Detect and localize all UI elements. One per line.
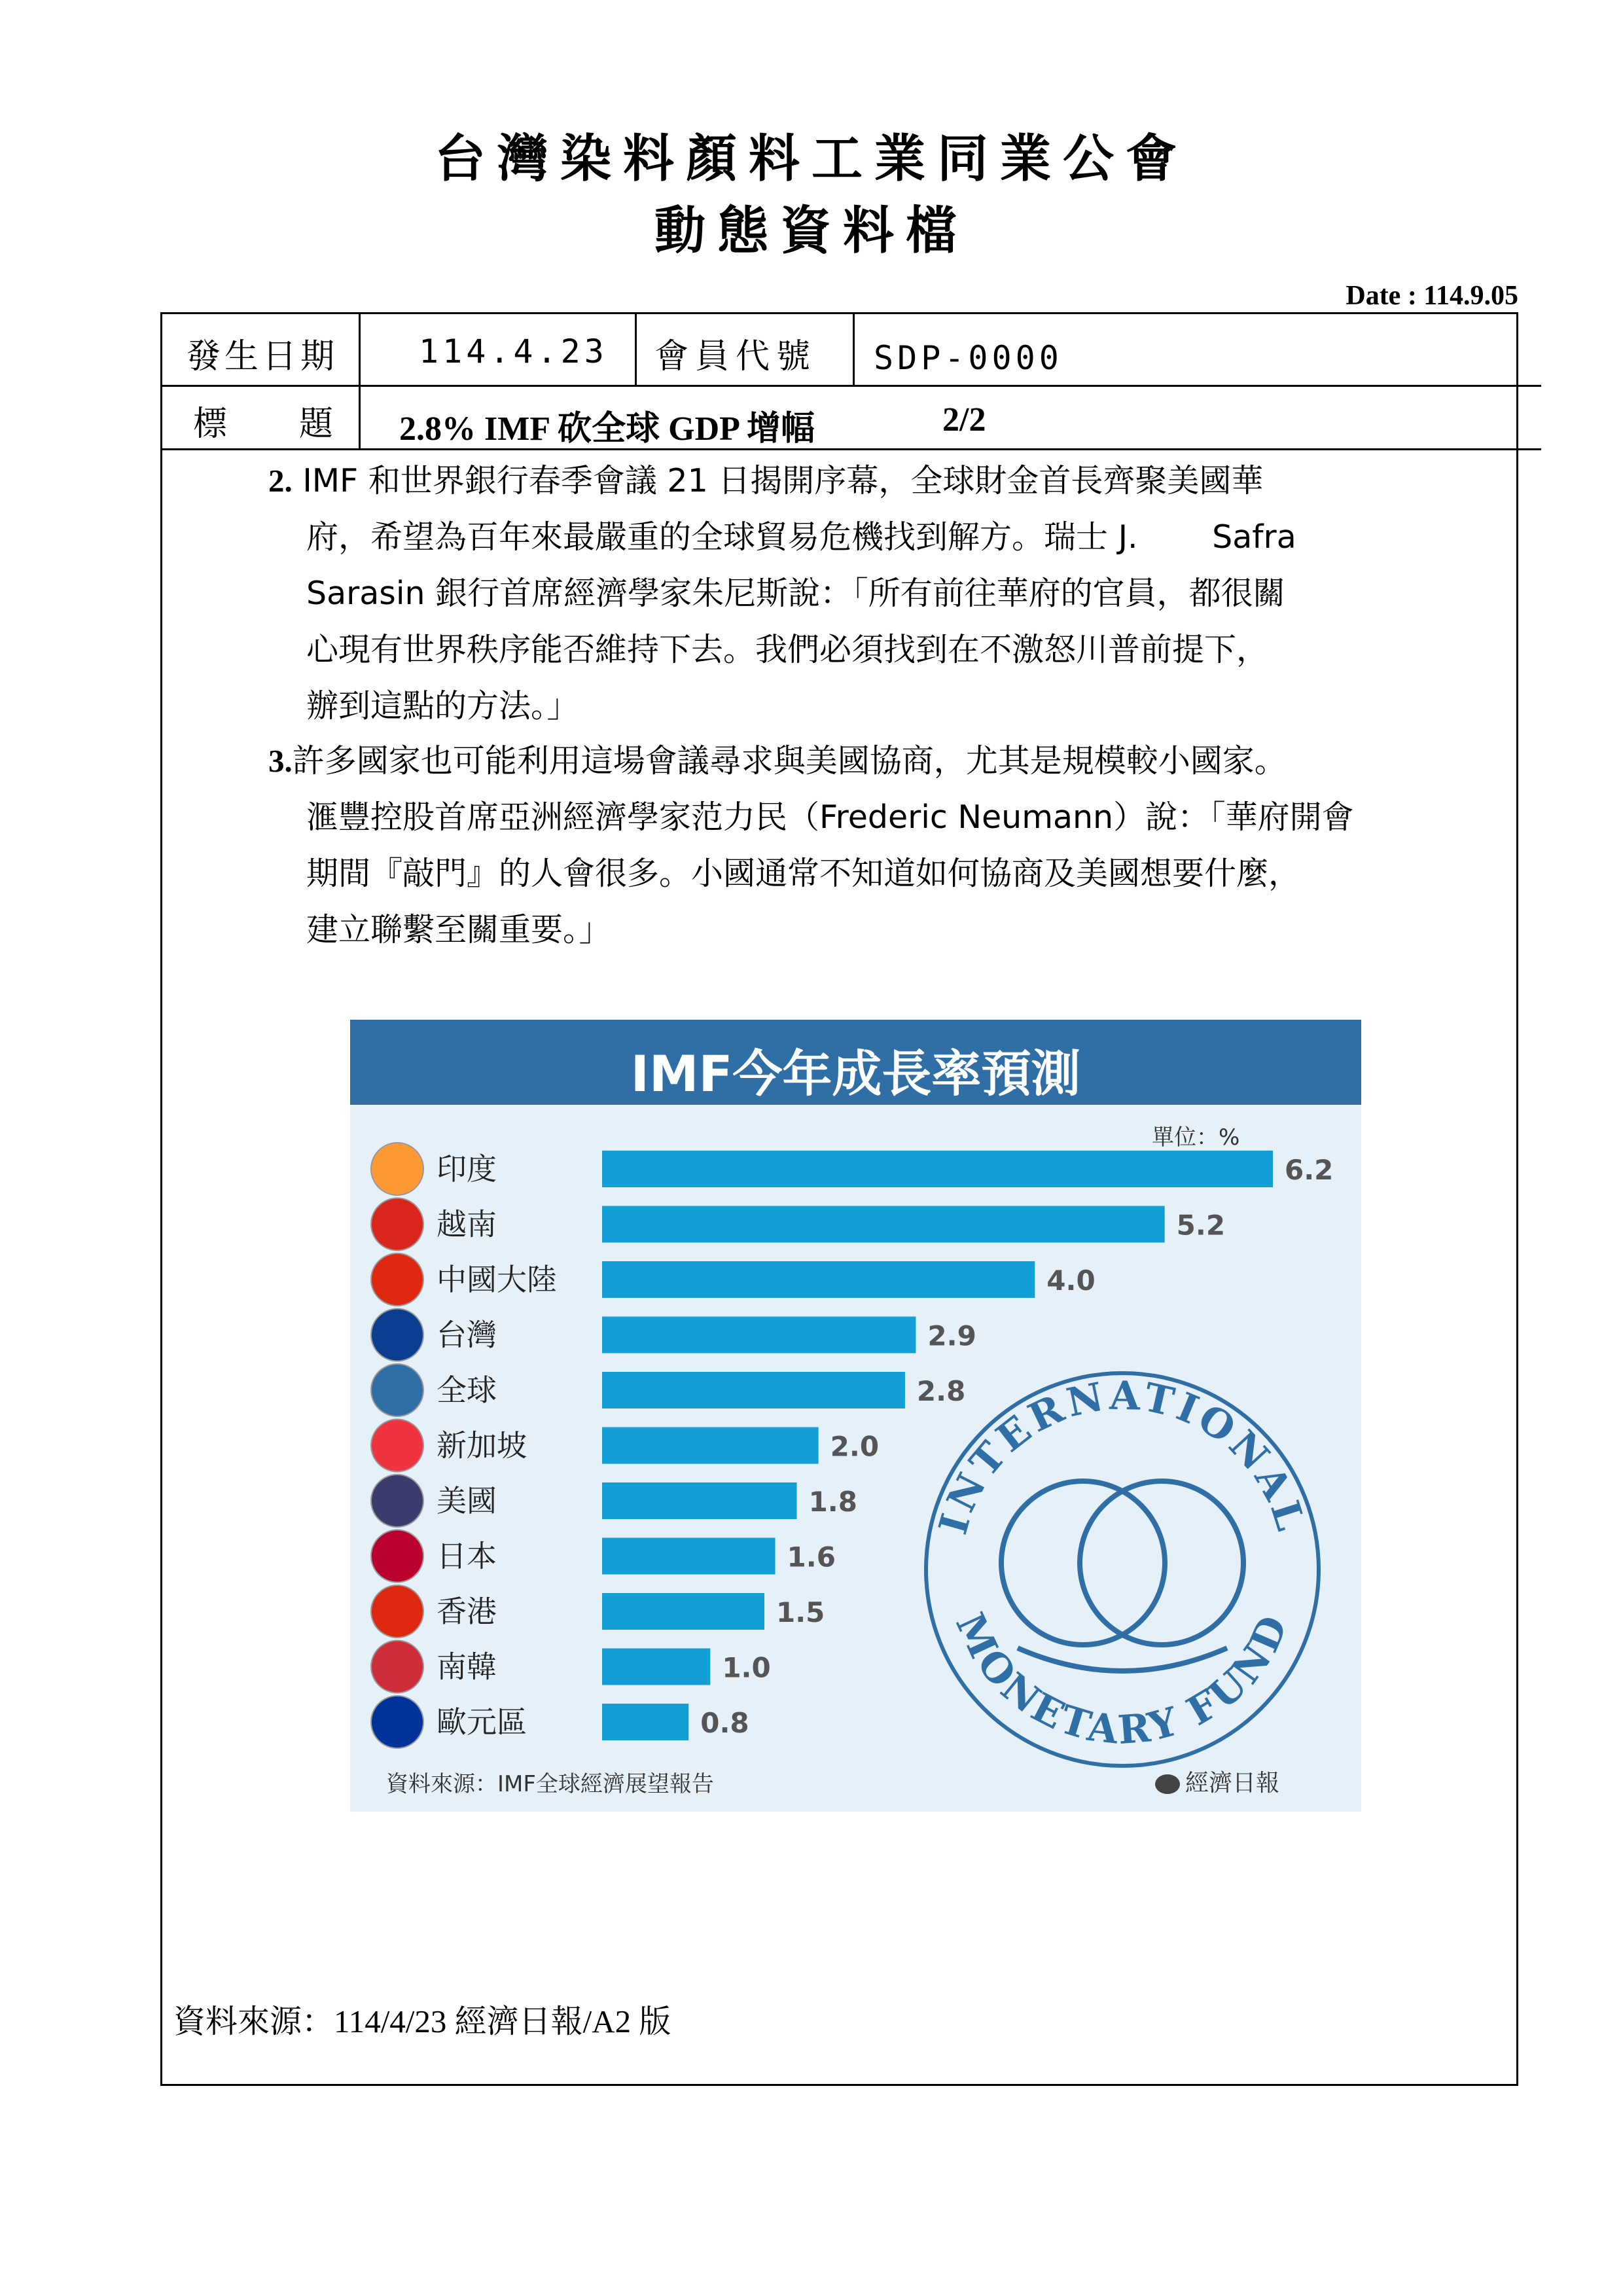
category-label: 美國 — [437, 1483, 497, 1518]
category-label: 歐元區 — [437, 1704, 527, 1740]
usa-flag-icon — [371, 1475, 423, 1527]
bar — [602, 1261, 1035, 1298]
paragraph-line: Sarasin 銀行首席經濟學家朱尼斯說：「所有前往華府的官員，都很關 — [306, 575, 1285, 612]
category-label: 香港 — [437, 1594, 497, 1629]
bar — [602, 1427, 819, 1464]
singapore-flag-icon — [371, 1420, 423, 1472]
paragraph-2 — [268, 453, 1466, 734]
bar — [602, 1593, 764, 1630]
value-label: 1.8 — [808, 1486, 857, 1518]
brand-name: 經濟日報 — [1185, 1770, 1280, 1797]
category-label: 全球 — [437, 1372, 497, 1408]
bar — [602, 1649, 710, 1685]
korea-flag-icon — [371, 1641, 423, 1693]
paragraph-line: 期間『敲門』的人會很多。小國通常不知道如何協商及美國想要什麼， — [306, 855, 1301, 892]
chart-title: IMF今年成長率預測 — [630, 1045, 1081, 1103]
table-col-divider — [635, 312, 637, 385]
paragraph-line: 建立聯繫至關重要。」 — [306, 911, 611, 948]
paragraph-line: IMF 和世界銀行春季會議 21 日揭開序幕，全球財金首長齊聚美國華 — [292, 462, 1264, 499]
bar — [602, 1538, 776, 1575]
doc-type: 動態資料檔 — [654, 202, 969, 260]
title-value: 2.8% IMF 砍全球 GDP 增幅 — [399, 410, 815, 448]
category-label: 越南 — [437, 1206, 497, 1242]
brand-logo — [1155, 1765, 1279, 1798]
category-label: 新加坡 — [437, 1427, 527, 1463]
brand-icon — [1155, 1774, 1180, 1794]
euro-icon — [371, 1696, 423, 1748]
japan-flag-icon — [371, 1530, 423, 1583]
paragraph-3 — [268, 733, 1466, 958]
bar — [602, 1151, 1273, 1187]
bar — [602, 1704, 688, 1740]
paragraph-number: 3. — [268, 743, 293, 779]
value-label: 1.6 — [787, 1541, 836, 1573]
watermark-text-top: INTERNATIONAL — [930, 1372, 1315, 1539]
chart-unit: 單位：% — [1152, 1124, 1240, 1151]
paragraph-line: 滙豐控股首席亞洲經濟學家范力民（Frederic Neumann）說：「華府開會 — [306, 798, 1354, 836]
source-detail: ：114/4/23 經濟日報/A2 版 — [302, 2003, 671, 2039]
bar-chart — [350, 1020, 1361, 1812]
category-label: 中國大陸 — [437, 1262, 557, 1297]
value-label: 2.8 — [916, 1375, 966, 1407]
value-label: 4.0 — [1046, 1265, 1096, 1297]
taiwan-flag-icon — [371, 1309, 423, 1361]
paragraph-number: 2. — [268, 463, 293, 499]
bar — [602, 1317, 916, 1354]
footer-source — [173, 1996, 671, 2042]
china-flag-icon — [371, 1253, 423, 1306]
value-label: 6.2 — [1285, 1154, 1334, 1186]
hongkong-flag-icon — [371, 1585, 423, 1638]
value-label: 5.2 — [1176, 1209, 1226, 1242]
source-label: 資料來源 — [173, 2003, 302, 2040]
value-label: 2.9 — [927, 1319, 976, 1352]
bar — [602, 1482, 797, 1519]
value-label: 0.8 — [700, 1707, 749, 1739]
table-col-divider — [853, 312, 855, 385]
date-value: 114.4.23 — [419, 332, 608, 370]
imf-growth-infographic — [350, 1020, 1361, 1812]
member-label: 會員代號 — [654, 337, 817, 376]
value-label: 1.5 — [776, 1596, 825, 1628]
india-flag-icon — [371, 1143, 423, 1195]
title-part: 2/2 — [942, 401, 986, 439]
vietnam-flag-icon — [371, 1198, 423, 1251]
paragraph-line: 府，希望為百年來最嚴重的全球貿易危機找到解方。瑞士 J. Safra — [306, 518, 1296, 556]
paragraph-line: 許多國家也可能利用這場會議尋求與美國協商，尤其是規模較小國家。 — [292, 742, 1287, 780]
watermark-text-bottom: MONETARY FUND — [946, 1606, 1298, 1754]
table-row-divider — [160, 385, 1541, 387]
category-label: 南韓 — [437, 1649, 497, 1685]
value-label: 1.0 — [722, 1651, 771, 1684]
paragraph-line: 心現有世界秩序能否維持下去。我們必須找到在不激怒川普前提下， — [306, 631, 1269, 668]
category-label: 台灣 — [437, 1317, 497, 1353]
bar — [602, 1372, 905, 1408]
watermark-globe-right — [1080, 1481, 1243, 1645]
paragraph-line: 辦到這點的方法。」 — [306, 687, 579, 725]
title-label: 標題 — [193, 404, 406, 444]
doc-date: Date : 114.9.05 — [1346, 281, 1518, 311]
world-map-icon — [371, 1364, 423, 1416]
org-name: 台灣染料顏料工業同業公會 — [434, 130, 1188, 188]
date-label: 發生日期 — [187, 337, 339, 376]
chart-source: 資料來源：IMF全球經濟展望報告 — [386, 1771, 714, 1797]
category-label: 印度 — [437, 1151, 497, 1187]
value-label: 2.0 — [830, 1430, 880, 1463]
imf-logo-watermark — [926, 1373, 1319, 1766]
member-value: SDP-0000 — [874, 339, 1063, 377]
category-label: 日本 — [437, 1538, 497, 1574]
table-row-divider — [160, 448, 1541, 450]
watermark-globe-left — [1001, 1481, 1165, 1645]
bar — [602, 1206, 1165, 1243]
watermark-olive-branch — [1018, 1648, 1227, 1671]
